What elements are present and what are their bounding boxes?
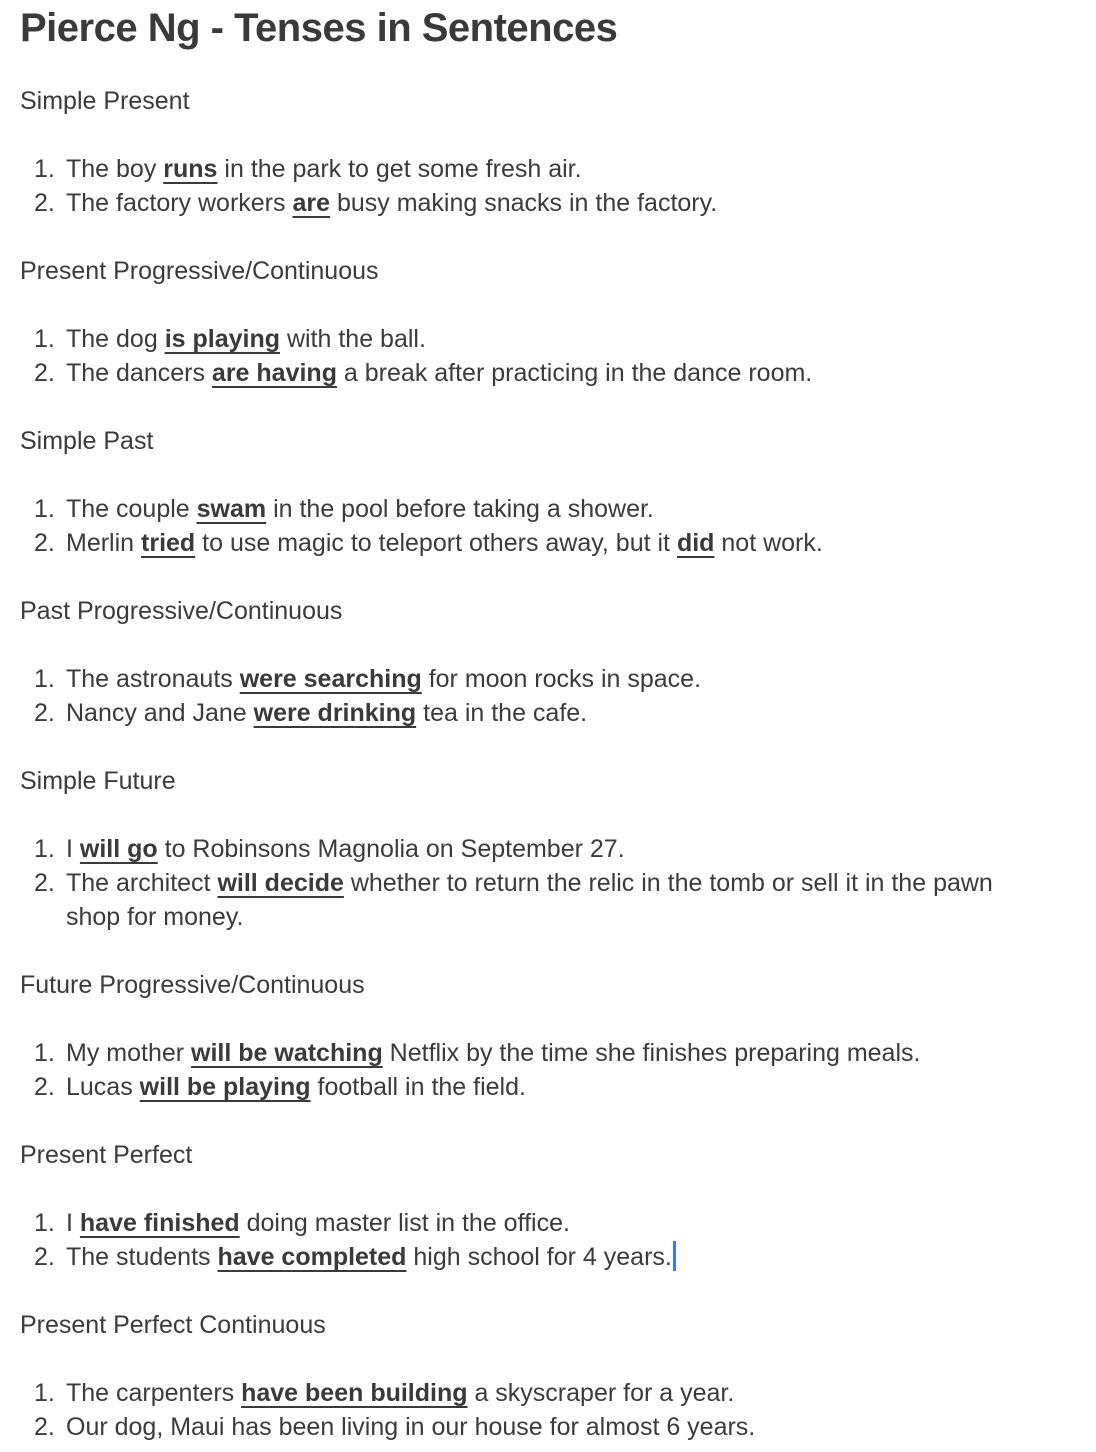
sentence-list	[0, 322, 1060, 390]
list-number: 2.	[34, 359, 55, 387]
sentence-text: Netflix by the time she finishes preparing meals.	[382, 1039, 921, 1067]
list-item[interactable]	[0, 696, 1060, 730]
sentence-text: a skyscraper for a year.	[467, 1379, 735, 1407]
list-item[interactable]	[0, 1240, 1060, 1274]
section-heading[interactable]: Simple Future	[20, 767, 176, 795]
sentence-text: The boy	[66, 155, 164, 183]
sentence-text: busy making snacks in the factory.	[330, 189, 718, 217]
sentence-text: The architect	[66, 869, 218, 897]
verb-highlight: did	[676, 529, 715, 557]
text-cursor	[673, 1241, 676, 1271]
sentence-text: football in the field.	[310, 1073, 526, 1101]
sentence-list	[0, 492, 1060, 560]
list-item[interactable]	[0, 1376, 1060, 1410]
sentence-text: in the park to get some fresh air.	[217, 155, 582, 183]
verb-highlight: will be playing	[139, 1073, 311, 1101]
section-heading[interactable]: Future Progressive/Continuous	[20, 971, 365, 999]
sentence-text: The dancers	[66, 359, 212, 387]
section-heading[interactable]: Past Progressive/Continuous	[20, 597, 343, 625]
sentence-text: for moon rocks in space.	[421, 665, 702, 693]
sentence-text: high school for 4 years.	[406, 1243, 672, 1271]
list-number: 1.	[34, 495, 55, 523]
sentence-list	[0, 1036, 1060, 1104]
sentence-text: to Robinsons Magnolia on September 27.	[157, 835, 625, 863]
list-number: 1.	[34, 1209, 55, 1237]
list-number: 1.	[34, 1039, 55, 1067]
sentence-text: The couple	[66, 495, 197, 523]
verb-highlight: tried	[141, 529, 196, 557]
list-item[interactable]	[0, 1410, 1060, 1444]
sentence-text: Our dog, Maui has been living in our house for almost 6 years.	[66, 1413, 756, 1441]
list-number: 2.	[34, 1413, 55, 1441]
list-item[interactable]	[0, 832, 1060, 866]
verb-highlight: have finished	[79, 1209, 240, 1237]
list-item[interactable]	[0, 186, 1060, 220]
verb-highlight: are having	[211, 359, 337, 387]
list-item[interactable]	[0, 866, 1026, 934]
verb-highlight: were searching	[239, 665, 422, 693]
list-number: 1.	[34, 1379, 55, 1407]
list-item[interactable]	[0, 1070, 1060, 1104]
sentence-text: My mother	[66, 1039, 192, 1067]
sentence-text: The carpenters	[66, 1379, 242, 1407]
list-number: 2.	[34, 869, 55, 897]
list-item[interactable]	[0, 526, 1060, 560]
list-item[interactable]	[0, 356, 1060, 390]
sentence-list	[0, 1376, 1060, 1444]
sentence-text: with the ball.	[280, 325, 426, 353]
sentence-text: a break after practicing in the dance room.	[336, 359, 813, 387]
sentence-text: not work.	[714, 529, 823, 557]
list-item[interactable]	[0, 1036, 1060, 1070]
sentence-text: in the pool before taking a shower.	[266, 495, 654, 523]
list-number: 1.	[34, 325, 55, 353]
section-heading[interactable]: Present Perfect Continuous	[20, 1311, 326, 1339]
sentence-text: I	[66, 835, 80, 863]
verb-highlight: will go	[79, 835, 158, 863]
verb-highlight: were drinking	[253, 699, 417, 727]
verb-highlight: will be watching	[191, 1039, 383, 1067]
list-number: 2.	[34, 699, 55, 727]
sentence-text: The astronauts	[66, 665, 240, 693]
sentence-text: whether to return the relic in the tomb or sell it in the pawn shop for money.	[66, 869, 993, 931]
sentence-text: The dog	[66, 325, 165, 353]
sentence-list	[0, 662, 1060, 730]
list-number: 1.	[34, 835, 55, 863]
sentence-text: The students	[66, 1243, 218, 1271]
sentence-text: tea in the cafe.	[416, 699, 588, 727]
verb-highlight: are	[292, 189, 330, 217]
list-number: 1.	[34, 665, 55, 693]
sentence-text: I	[66, 1209, 80, 1237]
sentence-text: doing master list in the office.	[239, 1209, 570, 1237]
section-heading[interactable]: Simple Present	[20, 87, 190, 115]
list-number: 2.	[34, 1073, 55, 1101]
section-heading[interactable]: Simple Past	[20, 427, 154, 455]
sentence-text: to use magic to teleport others away, but it	[195, 529, 677, 557]
list-item[interactable]	[0, 152, 1060, 186]
document-title[interactable]: Pierce Ng - Tenses in Sentences	[20, 6, 618, 50]
list-number: 2.	[34, 1243, 55, 1271]
list-item[interactable]	[0, 1206, 1060, 1240]
list-item[interactable]	[0, 662, 1060, 696]
sentence-text: Lucas	[66, 1073, 140, 1101]
verb-highlight: will decide	[217, 869, 344, 897]
sentence-list	[0, 152, 1060, 220]
list-item[interactable]	[0, 492, 1060, 526]
section-heading[interactable]: Present Perfect	[20, 1141, 193, 1169]
section-heading[interactable]: Present Progressive/Continuous	[20, 257, 379, 285]
sentence-text: Nancy and Jane	[66, 699, 254, 727]
sentence-text: Merlin	[66, 529, 142, 557]
list-number: 2.	[34, 529, 55, 557]
verb-highlight: runs	[163, 155, 218, 183]
list-number: 1.	[34, 155, 55, 183]
verb-highlight: have been building	[241, 1379, 468, 1407]
verb-highlight: have completed	[217, 1243, 407, 1271]
verb-highlight: is playing	[164, 325, 280, 353]
list-item[interactable]	[0, 322, 1060, 356]
sentence-list	[0, 832, 1060, 934]
list-number: 2.	[34, 189, 55, 217]
sentence-list	[0, 1206, 1060, 1274]
verb-highlight: swam	[196, 495, 267, 523]
sentence-text: The factory workers	[66, 189, 293, 217]
